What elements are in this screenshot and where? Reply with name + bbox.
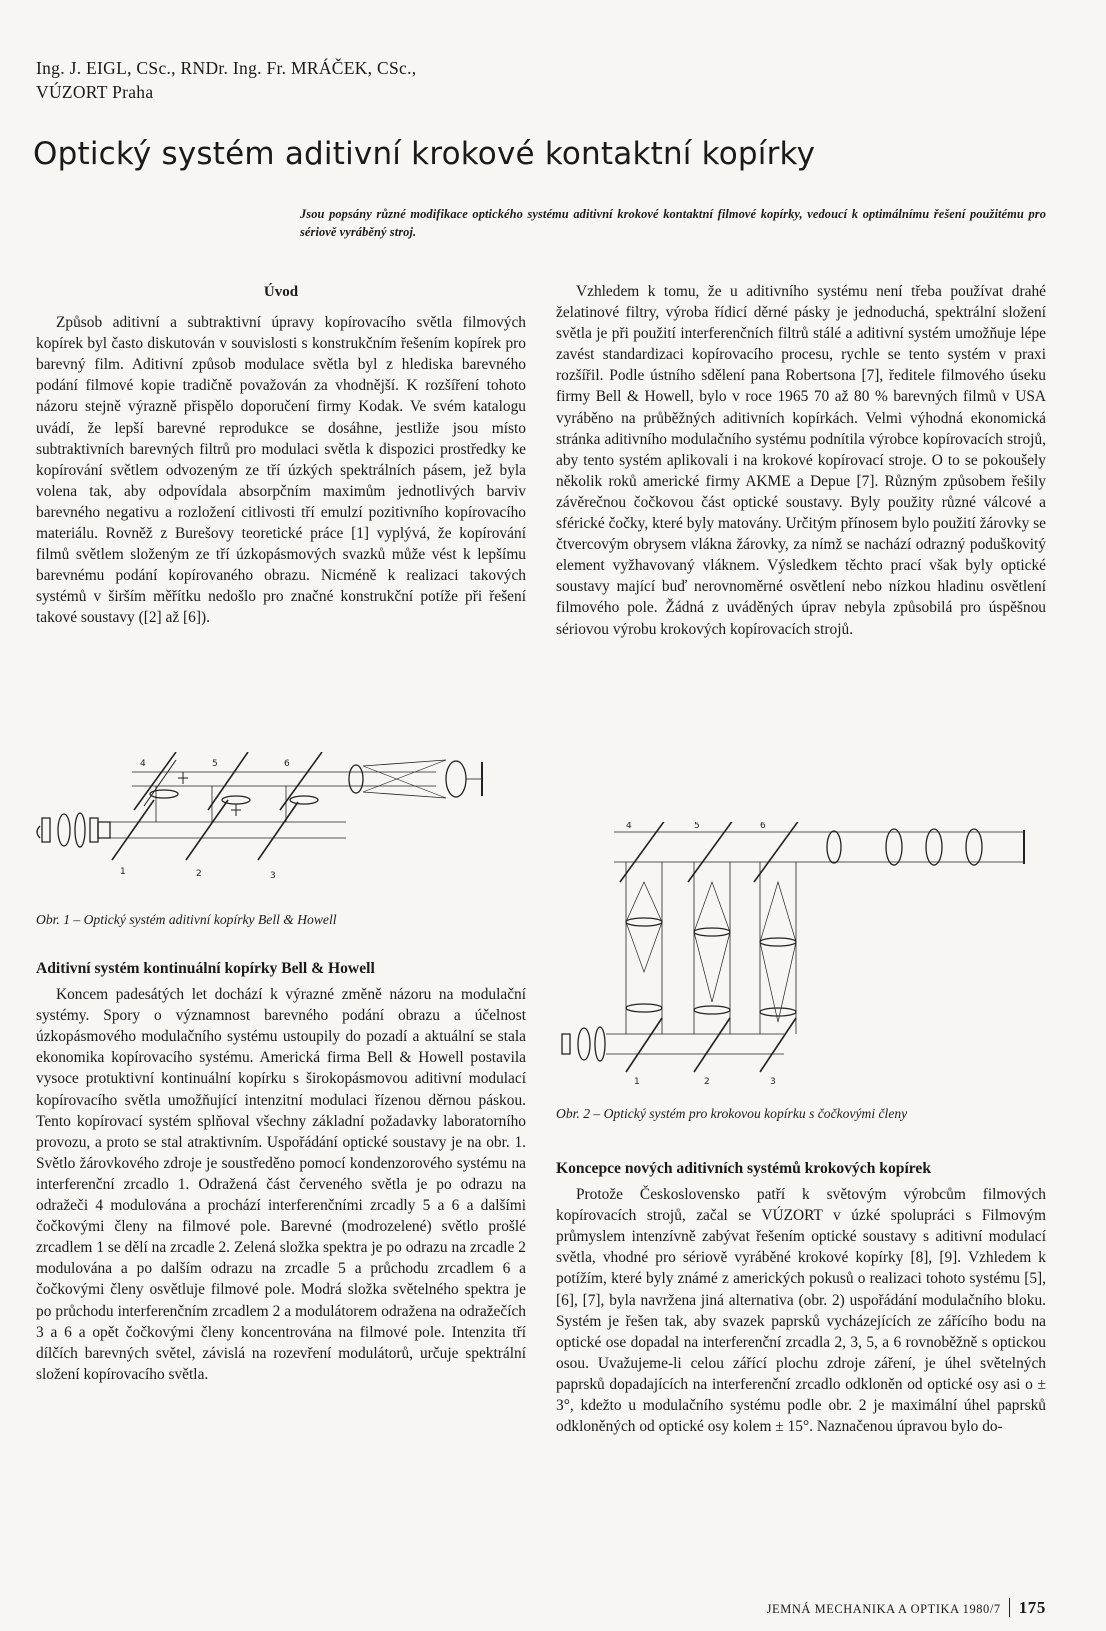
- figure-1: [36, 752, 526, 902]
- modulator-lens: [150, 790, 178, 798]
- article-title: Optický systém aditivní krokové kontaktní kopírky: [33, 136, 816, 172]
- fig1-label-2: 2: [196, 869, 202, 879]
- bell-howell-heading: Aditivní systém kontinuální kopírky Bell & Howell: [36, 960, 375, 977]
- condenser-lens: [595, 1027, 605, 1061]
- mirror-2: [694, 1018, 730, 1072]
- fig1-label-3: 3: [270, 871, 276, 881]
- output-lens: [886, 829, 902, 865]
- mirror-2: [186, 800, 228, 860]
- page-footer: [767, 1598, 1046, 1618]
- page-number: 175: [1009, 1598, 1046, 1617]
- author-block: [36, 56, 416, 104]
- journal-name: JEMNÁ MECHANIKA A OPTIKA 1980/7: [766, 1602, 1001, 1616]
- output-lens: [349, 765, 363, 793]
- intro-heading: Úvod: [263, 284, 299, 300]
- beam-cone: [626, 882, 662, 922]
- column-lens: [626, 1004, 662, 1012]
- fig2-label-6: 6: [760, 822, 766, 831]
- beam-cone: [694, 932, 730, 1002]
- figure-1-diagram: [36, 752, 526, 902]
- output-lens: [966, 829, 982, 865]
- figure-2-caption: Obr. 2 – Optický systém pro krokovou kopírku s čočkovými členy: [556, 1106, 908, 1121]
- mirror-6: [754, 822, 802, 882]
- figure-2-diagram: [554, 822, 1048, 1088]
- mirror-4-back: [144, 760, 176, 806]
- fig2-label-5: 5: [694, 822, 700, 831]
- fig1-label-4: 4: [140, 759, 146, 769]
- mirror-4: [620, 822, 668, 882]
- fig1-label-6: 6: [284, 759, 290, 769]
- right-column-text: [556, 281, 1046, 640]
- article-abstract: Jsou popsány různé modifikace optického systému aditivní krokové kontaktní filmové kopírky, vedoucí k optimálnímu řešení použitému pro sériově vyráběný stroj.: [300, 207, 1046, 239]
- fig2-label-3: 3: [770, 1077, 776, 1087]
- koncepce-paragraph: Protože Československo patří k světovým výrobcům filmových kopírovacích strojů, začal se VÚZORT v úzké spolupráci s Filmovým průmyslem intenzívně zabývat řešením optické soustavy s aditivní modulací světla, vhodné pro sériově vyráběné krokové kopírky [8], [9]. Vzhledem k potížím, které byly známé z amerických pokusů o realizaci tohoto systému [5], [6], [7], byla navržena jiná alternativa (obr. 2) uspořádání modulačního bloku. Systém je řešen tak, aby svazek paprsků vycházejících ze zářícího bodu na optické ose dopadal na interferenční zrcadla 2, 3, 5, a 6 rovnoběžně s optickou osou. Uvažujeme-li celou zářící plochu zdroje záření, je úhel světelných paprsků dopadajících na interferenční zrcadlo odkloněn od optické osy asi o ± 3°, kdežto u modulačního systému podle obr. 2 je maximální úhel paprsků odkloněných od optické osy kolem ± 15°. Naznačenou úpravou bylo do-: [556, 1186, 1046, 1436]
- column-lens: [626, 918, 662, 926]
- affiliation-line: VÚZORT Praha: [36, 82, 154, 102]
- fig1-label-5: 5: [212, 759, 218, 769]
- column-lens: [694, 928, 730, 936]
- beam-cone: [760, 942, 796, 1022]
- fig2-label-4: 4: [626, 822, 632, 831]
- condenser-block: [90, 818, 98, 842]
- column-lens: [760, 938, 796, 946]
- mirror-1: [626, 1018, 662, 1072]
- modulator-lens: [290, 796, 318, 804]
- condenser-block: [98, 822, 110, 838]
- fig2-label-1: 1: [634, 1077, 640, 1087]
- condenser-lens: [58, 814, 70, 846]
- lamp-bulb: [37, 826, 40, 838]
- condenser-lens: [75, 813, 85, 847]
- mirror-3: [258, 802, 298, 860]
- beam-cone: [694, 882, 730, 932]
- beam-cone: [760, 882, 796, 942]
- bell-howell-paragraph: Koncem padesátých let dochází k výrazné změně názoru na modulační systémy. Spory o významnost barevného podání obrazu a účelnost úzkopásmového modulačního systému ustoupily do pozadí a aktuální se stala ekonomika kopírovacího systému. Americká firma Bell & Howell postavila vysoce protuktivní kontinuální kopírku s širokopásmovou aditivní modulací kopírovacího světla umožňující intenzitní modulaci řízenou děrnou páskou. Tento kopírovací systém splňoval všechny základní požadavky laboratorního provozu, a proto se stal atraktivním. Uspořádání optické soustavy je na obr. 1. Světlo žárovkového zdroje je soustředěno pomocí kondenzorového systému na interferenční zrcadlo 1. Odražená část červeného světla je po odrazu na odražeči 4 modulována a prochází interferenčními zrcadly 5 a 6 a dalšími čočkovými členy na filmové pole. Barevné (modrozelené) světlo prošlé zrcadlem 1 se dělí na zrcadle 2. Zelená složka spektra je po odrazu na zrcadle 2 modulována a po dalším odrazu na zrcadle 5 a průchodu zrcadlem 6 a čočkovými členy osvětluje filmové pole. Modrá složka světelného spektra je po průchodu interferenčním zrcadlem 2 a modulátorem odražena na odražečích 3 a 6 a opět čočkovými členy koncentrována na filmové pole. Intenzita tří dílčích barevných světel, závislá na rozevření modulátorů, určuje spektrální složení kopírovacího světla.: [36, 986, 526, 1383]
- beam-cone: [626, 922, 662, 972]
- koncepce-section: [556, 1158, 1046, 1437]
- mirror-3: [760, 1018, 796, 1072]
- figure-1-caption: Obr. 1 – Optický systém aditivní kopírky Bell & Howell: [36, 912, 337, 927]
- lamp-shape: [562, 1034, 570, 1054]
- koncepce-heading: Koncepce nových aditivních systémů krokových kopírek: [556, 1160, 932, 1177]
- output-lens: [446, 761, 466, 797]
- intro-paragraph: Způsob aditivní a subtraktivní úpravy kopírovacího světla filmových kopírek byl často diskutován v souvislosti s konstrukčním řešením kopírek pro barevný film. Aditivní způsob modulace světla byl z hlediska barevného podání filmové kopie tradičně považován za vhodnější. K rozšíření tohoto názoru stejně výrazně přispělo doporučení firmy Kodak. Ve svém katalogu uvádí, že lepší barevné reprodukce se dosáhne, jestliže jsou místo subtraktivních barevných filtrů pro modulaci světla k dispozici prostředky ke kopírování světlem odvozeným ze tří úzkých spektrálních pásem, jež byla volena tak, aby odpovídala absorpčním maximům jednotlivých barviv barevného negativu a rozložení citlivosti tří emulzí pozitivního kopírovacího materiálu. Rovněž z Burešovy teoretické práce [1] vyplývá, že kopírování filmů světlem složeným ze tří úzkopásmových svazků může vést k lepšímu barevnému podání kopírovaného obrazu. Nicméně k realizaci takových systémů v širším měřítku nedošlo pro značné konstrukční potíže při řešení takové soustavy ([2] až [6]).: [36, 314, 526, 627]
- fig2-label-2: 2: [704, 1077, 710, 1087]
- mirror-1: [112, 800, 154, 860]
- intro-section: [36, 282, 526, 629]
- lamp-shape: [42, 818, 50, 842]
- output-lens: [827, 831, 841, 863]
- body-paragraph: Vzhledem k tomu, že u aditivního systému není třeba používat drahé želatinové filtry, výroba řídicí děrné pásky je jednoduchá, spektrální složení světla je při použití interferenčních filtrů stálé a aditivní systém umožňuje lépe zavést standardizaci kopírovacího procesu, rychle se tento systém v praxi rozšířil. Podle ústního sdělení pana Robertsona [7], ředitele filmového úseku firmy Bell & Howell, bylo v roce 1965 70 až 80 % barevných filmů v USA vyráběno na průběžných aditivních kopírkách. Velmi výhodná ekonomická stránka aditivního modulačního systému podnítila výrobce kopírovacích strojů, aby tento systém aplikovali i na krokové kopírovací stroje. O to se pokoušely několik roků americké firmy AKME a Depue [7]. Různým způsobem řešily závěrečnou čočkovou část optické soustavy. Byly použity různé válcové a sférické čočky, které byly matovány. Určitým přínosem bylo použití žárovky se čtvercovým obrysem vlákna žárovky, za nímž se nachází odrazný poduškovitý element vyžhavovaný vláknem. Výsledkem těchto prací však byly optické soustavy mající buď nerovnoměrné osvětlení nebo nízkou hladinu osvětlení filmového pole. Žádná z uváděných úprav nebyla způsobilá pro úspěšnou sériovou výrobu krokových kopírovacích strojů.: [556, 283, 1046, 638]
- fig1-label-1: 1: [120, 867, 126, 877]
- bell-howell-section: [36, 958, 526, 1385]
- output-lens: [926, 829, 942, 865]
- column-lens: [694, 1006, 730, 1014]
- condenser-lens: [578, 1028, 590, 1060]
- modulator-lens: [222, 796, 250, 804]
- authors-line: Ing. J. EIGL, CSc., RNDr. Ing. Fr. MRÁČEK, CSc.,: [36, 58, 417, 78]
- figure-2: [554, 822, 1048, 1088]
- mirror-5: [688, 822, 736, 882]
- column-lens: [760, 1008, 796, 1016]
